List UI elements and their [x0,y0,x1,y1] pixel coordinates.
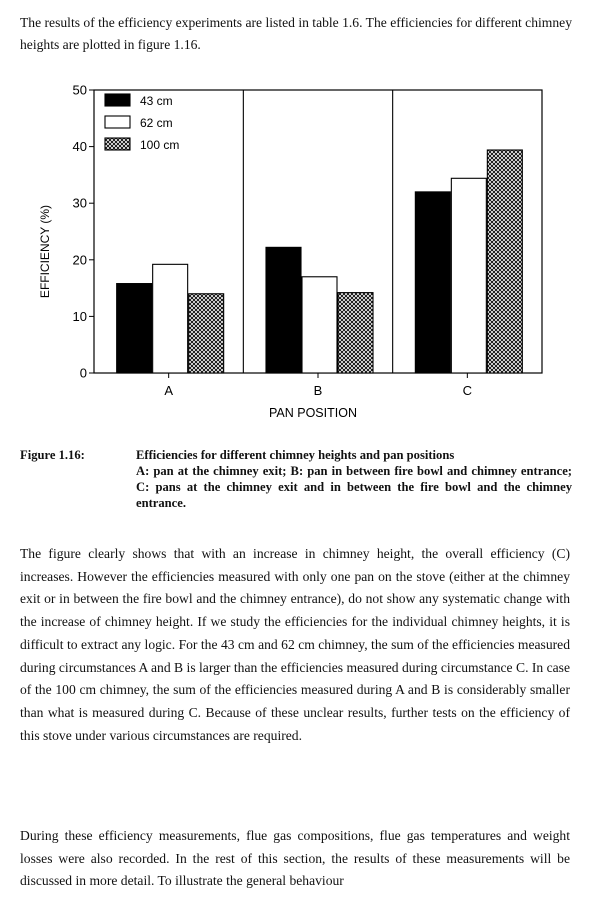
bar-c-62cm [451,178,486,373]
x-axis-label: PAN POSITION [269,406,357,420]
y-tick-label: 30 [72,195,87,211]
figure-label: Figure 1.16: [20,448,85,462]
figure-caption-title: Efficiencies for different chimney heights and pan positions [136,448,455,462]
legend-swatch [105,94,130,106]
bar-a-62cm [153,264,188,373]
y-tick-label: 50 [72,82,87,98]
bar-a-43cm [117,284,152,373]
bar-c-100cm [487,150,522,373]
bar-b-100cm [338,293,373,373]
legend-swatch [105,116,130,128]
bar-a-100cm [189,294,224,373]
figure-caption-text [136,447,572,511]
legend-label: 43 cm [140,94,173,108]
y-axis-label: EFFICIENCY (%) [38,204,52,299]
intro-paragraph: The results of the efficiency experiments are listed in table 1.6. The efficiencies for different chimney heights are plotted in figure 1.16. [20,15,572,52]
body-paragraph-2: During these efficiency measurements, flue gas compositions, flue gas temperatures and weight losses were also recorded. In the rest of this section, the results of these measurements will be discussed in more detail. To illustrate the general behaviour [20,828,570,889]
y-tick-label: 10 [72,308,87,324]
efficiency-bar-chart [0,70,590,440]
x-tick-label: A [164,383,174,398]
legend-label: 62 cm [140,116,173,130]
legend-swatch [105,138,130,150]
bar-c-43cm [415,192,450,373]
y-tick-label: 40 [72,139,87,155]
legend-label: 100 cm [140,138,180,152]
body-paragraph-1: The figure clearly shows that with an increase in chimney height, the overall efficiency (C) increases. However the efficiencies measured with only one pan on the stove (either at the chimney exit or in between the fire bowl and the chimney entrance), do not show any systematic change with the increase of chimney height. If we study the efficiencies for the individual chimney heights, it is difficult to extract any logic. For the 43 cm and 62 cm chimney, the sum of the efficiencies measured during circumstances A and B is larger than the efficiencies measured during circumstance C. In case of the 100 cm chimney, the sum of the efficiencies measured during A and B is considerably smaller than what is measured during C. Because of these unclear results, further tests on the efficiency of this stove under various circumstances are required. [20,546,570,743]
y-tick-label: 0 [79,365,87,381]
y-tick-label: 20 [72,252,87,268]
x-tick-label: B [313,383,323,398]
figure-caption-description: A: pan at the chimney exit; B: pan in between fire bowl and chimney entrance; C: pans at the chimney exit and in between the fire bowl and the chimney entrance. [136,464,572,510]
bar-b-62cm [302,277,337,373]
x-tick-label: C [462,383,473,398]
bar-b-43cm [266,247,301,373]
